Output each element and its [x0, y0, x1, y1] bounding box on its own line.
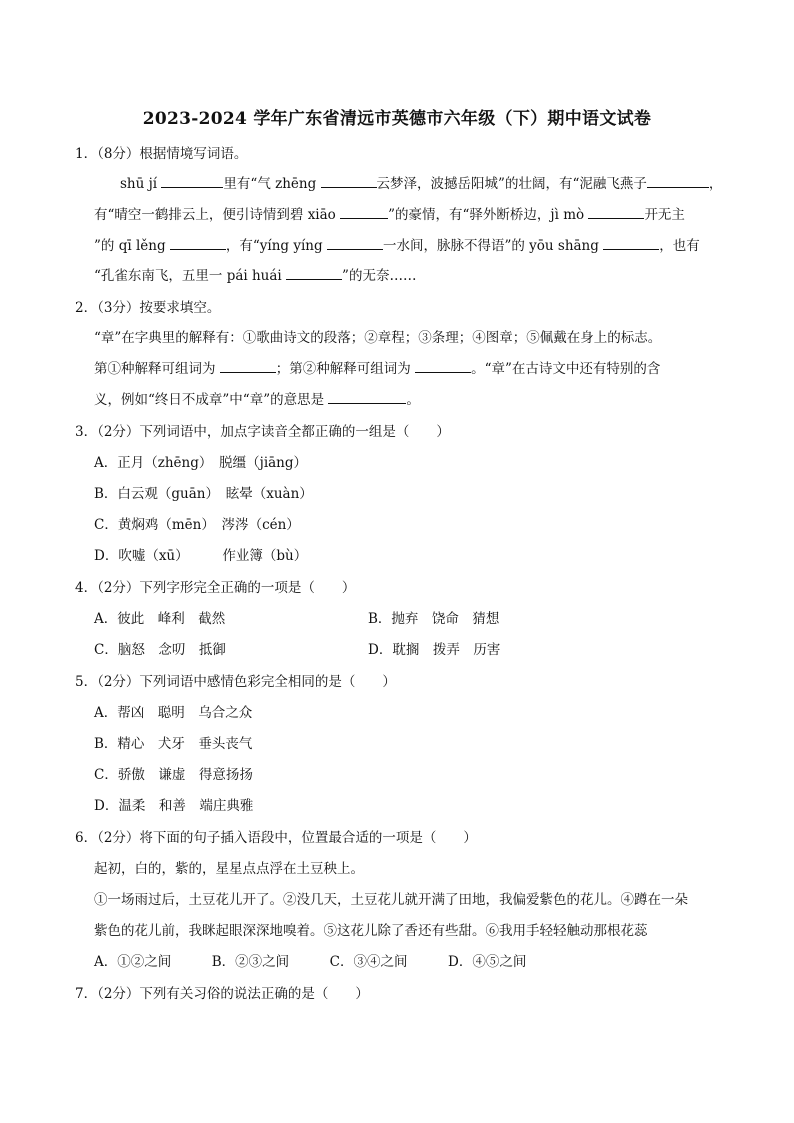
answer-blank[interactable]	[321, 175, 377, 188]
q6-paragraph-line-1: ①一场雨过后，土豆花儿开了。②没几天，土豆花儿就开满了田地，我偏爱紫色的花儿。④蹲在一朵	[94, 892, 688, 908]
answer-blank[interactable]	[220, 360, 276, 373]
q7-heading: 7．（2分）下列有关习俗的说法正确的是（ ）	[75, 986, 369, 1002]
q6-heading: 6．（2分）将下面的句子插入语段中，位置最合适的一项是（ ）	[75, 830, 477, 846]
answer-blank[interactable]	[327, 237, 383, 250]
q2-heading: 2．（3分）按要求填空。	[75, 300, 221, 316]
q6-insert-sentence: 起初，白的，紫的，星星点点浮在土豆秧上。	[94, 861, 364, 877]
answer-blank[interactable]	[603, 237, 659, 250]
exam-title: 2023-2024 学年广东省清远市英德市六年级（下）期中语文试卷	[142, 109, 652, 129]
q1-line-2: 有“晴空一鹤排云上，便引诗情到碧 xiāo ”的豪情，有“驿外断桥边，jì mò 开无主	[94, 207, 685, 223]
q3-heading: 3．（2分）下列词语中，加点字读音全都正确的一组是（ ）	[75, 424, 450, 440]
q5-heading: 5．（2分）下列词语中感情色彩完全相同的是（ ）	[75, 674, 396, 690]
q5-option-b[interactable]: B．精心 犬牙 垂头丧气	[94, 736, 253, 752]
answer-blank[interactable]	[415, 360, 471, 373]
answer-blank[interactable]	[161, 175, 223, 188]
q3-option-a[interactable]: A．正月（zhēng） 脱缰（jiāng）	[94, 455, 308, 471]
answer-blank[interactable]	[340, 206, 388, 219]
q4-option-a[interactable]: A．彼此 峰利 截然	[94, 611, 226, 627]
answer-blank[interactable]	[647, 175, 709, 188]
q3-option-d[interactable]: D．吹嘘（xū） 作业簿（bù）	[94, 548, 308, 564]
q5-option-c[interactable]: C．骄傲 谦虚 得意扬扬	[94, 767, 253, 783]
q4-option-d[interactable]: D．耽搁 拨弄 历害	[368, 642, 501, 658]
q1-line-1: shū jí 里有“气 zhēng 云梦泽，波撼岳阳城”的壮阔，有“泥融飞燕子 ，	[120, 176, 723, 192]
q1-heading: 1．（8分）根据情境写词语。	[75, 146, 248, 162]
q5-option-a[interactable]: A．帮凶 聪明 乌合之众	[94, 705, 253, 721]
q1-line-3: ”的 qī lěng ，有“yíng yíng 一水间，脉脉不得语”的 yōu shāng ，也有	[94, 238, 700, 254]
answer-blank[interactable]	[170, 237, 226, 250]
q2-line-1: “章”在字典里的解释有：①歌曲诗文的段落；②章程；③条理；④图章；⑤佩戴在身上的标志。	[94, 330, 662, 346]
q3-option-c[interactable]: C．黄焖鸡（mēn） 涔涔（cén）	[94, 517, 300, 533]
q2-line-3: 义，例如“终日不成章”中“章”的意思是 。	[94, 392, 420, 408]
q5-option-d[interactable]: D．温柔 和善 端庄典雅	[94, 798, 254, 814]
q1-line-4: “孔雀东南飞，五里一 pái huái ”的无奈……	[94, 268, 417, 284]
answer-blank[interactable]	[328, 391, 406, 404]
q3-option-b[interactable]: B．白云观（guān） 眩晕（xuàn）	[94, 486, 313, 502]
q4-option-b[interactable]: B．抛弃 饶命 猜想	[368, 611, 500, 627]
q6-paragraph-line-2: 紫色的花儿前，我眯起眼深深地嗅着。⑤这花儿除了香还有些甜。⑥我用手轻轻触动那根花蕊	[94, 923, 648, 939]
q2-line-2: 第①种解释可组词为 ；第②种解释可组词为 。“章”在古诗文中还有特别的含	[94, 361, 661, 377]
q4-option-c[interactable]: C．脑怒 念叨 抵御	[94, 642, 226, 658]
q6-options[interactable]: A．①②之间 B．②③之间 C．③④之间 D．④⑤之间	[94, 954, 527, 970]
q4-heading: 4．（2分）下列字形完全正确的一项是（ ）	[75, 580, 356, 596]
answer-blank[interactable]	[286, 267, 342, 280]
answer-blank[interactable]	[588, 206, 644, 219]
